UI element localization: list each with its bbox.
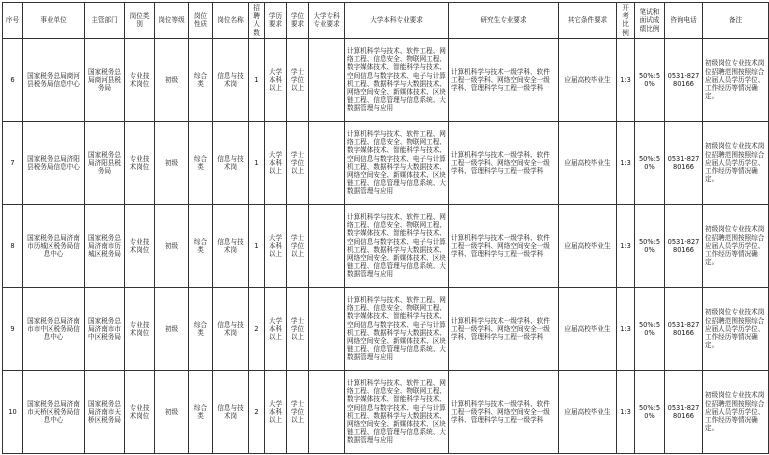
level-cell: 初级 <box>155 38 189 121</box>
note-cell: 初级岗位专业技术岗位招聘范围按照综合应届人员学历学位、工作经历等情况确定。 <box>703 121 769 204</box>
header-cell: 岗位类别 <box>125 3 155 39</box>
unit-cell: 国家税务总局济南市市中区税务局信息中心 <box>23 287 85 370</box>
nature-cell: 综合类 <box>189 204 213 287</box>
college-major-cell <box>309 38 345 121</box>
ratio-cell: 1:3 <box>617 204 635 287</box>
dept-cell: 国家税务总局济南市天桥区税务局 <box>85 370 125 453</box>
phone-cell: 0531-82780166 <box>665 287 703 370</box>
header-cell: 大学本科专业要求 <box>345 3 449 39</box>
grad-major-cell: 计算机科学与技术一级学科、软件工程一级学科、网络空间安全一级学科、管理科学与工程一级学科 <box>449 204 559 287</box>
other-req-cell: 应届高校毕业生 <box>559 370 617 453</box>
undergrad-major-cell: 计算机科学与技术、软件工程、网络工程、信息安全、物联网工程、数字媒体技术、智能科学与技术、空间信息与数字技术、电子与计算机工程、数据科学与大数据技术、网络空间安全、新媒体技术、区块链工程、信息管理与信息系统、大数据管理与应用 <box>345 370 449 453</box>
header-row <box>3 3 769 39</box>
header-cell: 其它条件要求 <box>559 3 617 39</box>
ratio-cell: 1:3 <box>617 370 635 453</box>
other-req-cell: 应届高校毕业生 <box>559 121 617 204</box>
note-cell: 初级岗位专业技术岗位招聘范围按照综合应届人员学历学位、工作经历等情况确定。 <box>703 38 769 121</box>
table-row <box>3 370 769 453</box>
dept-cell: 国家税务总局济南市市中区税务局 <box>85 287 125 370</box>
row-number: 6 <box>3 38 23 121</box>
undergrad-major-cell: 计算机科学与技术、软件工程、网络工程、信息安全、物联网工程、数字媒体技术、智能科学与技术、空间信息与数字技术、电子与计算机工程、数据科学与大数据技术、网络空间安全、新媒体技术、区块链工程、信息管理与信息系统、大数据管理与应用 <box>345 121 449 204</box>
table-row <box>3 204 769 287</box>
degree-cell: 学士学位以上 <box>287 38 309 121</box>
grad-major-cell: 计算机科学与技术一级学科、软件工程一级学科、网络空间安全一级学科、管理科学与工程一级学科 <box>449 370 559 453</box>
post-cell: 信息与技术岗 <box>213 287 249 370</box>
undergrad-major-cell: 计算机科学与技术、软件工程、网络工程、信息安全、物联网工程、数字媒体技术、智能科学与技术、空间信息与数字技术、电子与计算机工程、数据科学与大数据技术、网络空间安全、新媒体技术、区块链工程、信息管理与信息系统、大数据管理与应用 <box>345 287 449 370</box>
score-ratio-cell: 50%:50% <box>635 370 665 453</box>
table-row <box>3 38 769 121</box>
ratio-cell: 1:3 <box>617 38 635 121</box>
ratio-cell: 1:3 <box>617 121 635 204</box>
edu-cell: 大学本科以上 <box>265 287 287 370</box>
post-cell: 信息与技术岗 <box>213 204 249 287</box>
header-cell: 岗位等级 <box>155 3 189 39</box>
header-cell: 笔试和面试成绩比例 <box>635 3 665 39</box>
header-cell: 备注 <box>703 3 769 39</box>
level-cell: 初级 <box>155 204 189 287</box>
score-ratio-cell: 50%:50% <box>635 287 665 370</box>
dept-cell: 国家税务总局济南市历城区税务局 <box>85 204 125 287</box>
phone-cell: 0531-82780166 <box>665 204 703 287</box>
header-cell: 岗位名称 <box>213 3 249 39</box>
unit-cell: 国家税务总局商河县税务局信息中心 <box>23 38 85 121</box>
post-cell: 信息与技术岗 <box>213 370 249 453</box>
header-cell: 主管部门 <box>85 3 125 39</box>
degree-cell: 学士学位以上 <box>287 370 309 453</box>
edu-cell: 大学本科以上 <box>265 204 287 287</box>
phone-cell: 0531-82780166 <box>665 370 703 453</box>
count-cell: 1 <box>249 38 265 121</box>
other-req-cell: 应届高校毕业生 <box>559 38 617 121</box>
undergrad-major-cell: 计算机科学与技术、软件工程、网络工程、信息安全、物联网工程、数字媒体技术、智能科学与技术、空间信息与数字技术、电子与计算机工程、数据科学与大数据技术、网络空间安全、新媒体技术、区块链工程、信息管理与信息系统、大数据管理与应用 <box>345 38 449 121</box>
recruitment-table <box>2 2 769 454</box>
other-req-cell: 应届高校毕业生 <box>559 204 617 287</box>
row-number: 9 <box>3 287 23 370</box>
header-cell: 序号 <box>3 3 23 39</box>
category-cell: 专业技术岗位 <box>125 370 155 453</box>
row-number: 8 <box>3 204 23 287</box>
header-cell: 开考比例 <box>617 3 635 39</box>
edu-cell: 大学本科以上 <box>265 38 287 121</box>
note-cell: 初级岗位专业技术岗位招聘范围按照综合应届人员学历学位、工作经历等情况确定。 <box>703 204 769 287</box>
header-cell: 大学专科专业要求 <box>309 3 345 39</box>
header-cell: 学历要求 <box>265 3 287 39</box>
degree-cell: 学士学位以上 <box>287 204 309 287</box>
row-number: 10 <box>3 370 23 453</box>
count-cell: 2 <box>249 287 265 370</box>
edu-cell: 大学本科以上 <box>265 370 287 453</box>
header-cell: 研究生专业要求 <box>449 3 559 39</box>
score-ratio-cell: 50%:50% <box>635 204 665 287</box>
level-cell: 初级 <box>155 370 189 453</box>
level-cell: 初级 <box>155 121 189 204</box>
header-cell: 学位要求 <box>287 3 309 39</box>
nature-cell: 综合类 <box>189 287 213 370</box>
college-major-cell <box>309 204 345 287</box>
unit-cell: 国家税务总局济阳县税务局信息中心 <box>23 121 85 204</box>
college-major-cell <box>309 121 345 204</box>
degree-cell: 学士学位以上 <box>287 121 309 204</box>
table-row <box>3 287 769 370</box>
header-cell: 岗位性质 <box>189 3 213 39</box>
phone-cell: 0531-82780166 <box>665 121 703 204</box>
row-number: 7 <box>3 121 23 204</box>
grad-major-cell: 计算机科学与技术一级学科、软件工程一级学科、网络空间安全一级学科、管理科学与工程一级学科 <box>449 38 559 121</box>
table-row <box>3 121 769 204</box>
nature-cell: 综合类 <box>189 121 213 204</box>
category-cell: 专业技术岗位 <box>125 287 155 370</box>
grad-major-cell: 计算机科学与技术一级学科、软件工程一级学科、网络空间安全一级学科、管理科学与工程一级学科 <box>449 287 559 370</box>
category-cell: 专业技术岗位 <box>125 38 155 121</box>
score-ratio-cell: 50%:50% <box>635 121 665 204</box>
other-req-cell: 应届高校毕业生 <box>559 287 617 370</box>
dept-cell: 国家税务总局济阳县税务局 <box>85 121 125 204</box>
degree-cell: 学士学位以上 <box>287 287 309 370</box>
undergrad-major-cell: 计算机科学与技术、软件工程、网络工程、信息安全、物联网工程、数字媒体技术、智能科学与技术、空间信息与数字技术、电子与计算机工程、数据科学与大数据技术、网络空间安全、新媒体技术、区块链工程、信息管理与信息系统、大数据管理与应用 <box>345 204 449 287</box>
count-cell: 1 <box>249 204 265 287</box>
category-cell: 专业技术岗位 <box>125 204 155 287</box>
unit-cell: 国家税务总局济南市天桥区税务局信息中心 <box>23 370 85 453</box>
post-cell: 信息与技术岗 <box>213 121 249 204</box>
nature-cell: 综合类 <box>189 38 213 121</box>
college-major-cell <box>309 287 345 370</box>
unit-cell: 国家税务总局济南市历城区税务局信息中心 <box>23 204 85 287</box>
level-cell: 初级 <box>155 287 189 370</box>
dept-cell: 国家税务总局商河县税务局 <box>85 38 125 121</box>
header-cell: 咨询电话 <box>665 3 703 39</box>
score-ratio-cell: 50%:50% <box>635 38 665 121</box>
category-cell: 专业技术岗位 <box>125 121 155 204</box>
edu-cell: 大学本科以上 <box>265 121 287 204</box>
nature-cell: 综合类 <box>189 370 213 453</box>
count-cell: 2 <box>249 370 265 453</box>
header-cell: 事业单位 <box>23 3 85 39</box>
header-cell: 招聘人数 <box>249 3 265 39</box>
ratio-cell: 1:3 <box>617 287 635 370</box>
grad-major-cell: 计算机科学与技术一级学科、软件工程一级学科、网络空间安全一级学科、管理科学与工程一级学科 <box>449 121 559 204</box>
post-cell: 信息与技术岗 <box>213 38 249 121</box>
note-cell: 初级岗位专业技术岗位招聘范围按照综合应届人员学历学位、工作经历等情况确定。 <box>703 287 769 370</box>
count-cell: 1 <box>249 121 265 204</box>
college-major-cell <box>309 370 345 453</box>
phone-cell: 0531-82780166 <box>665 38 703 121</box>
note-cell: 初级岗位专业技术岗位招聘范围按照综合应届人员学历学位、工作经历等情况确定。 <box>703 370 769 453</box>
